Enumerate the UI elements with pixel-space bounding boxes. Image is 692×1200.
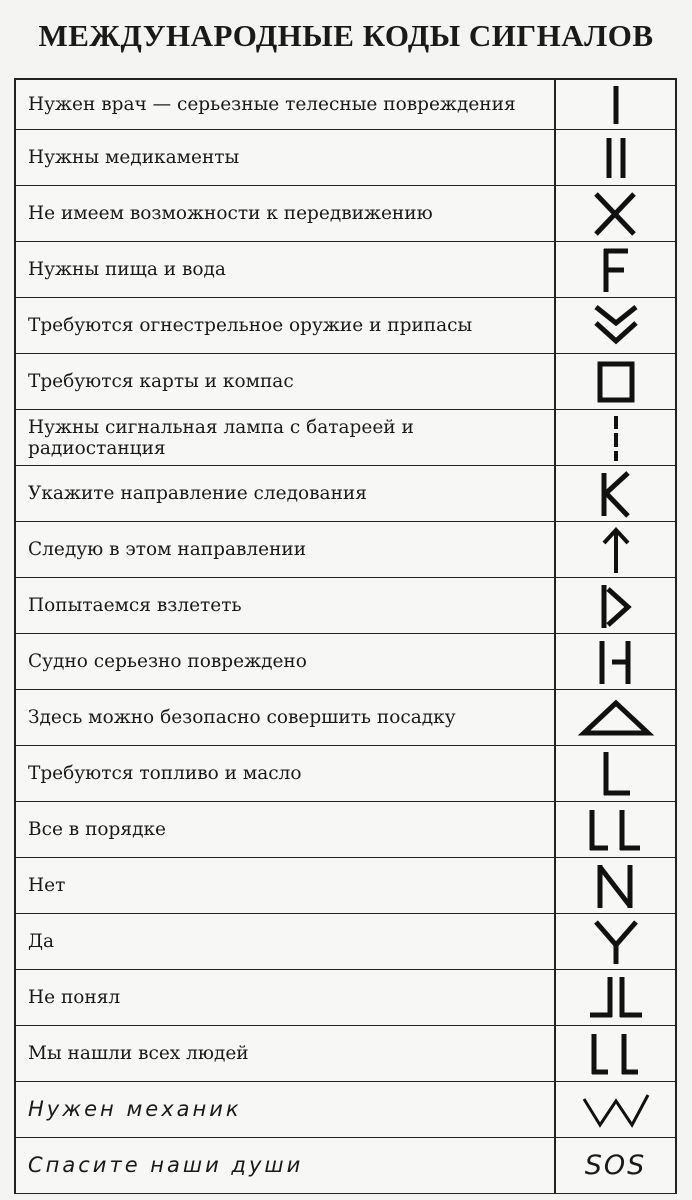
signal-symbol <box>556 354 675 409</box>
double-l-icon <box>576 1029 656 1079</box>
letter-f-icon <box>576 245 656 295</box>
signal-symbol <box>556 578 675 633</box>
sos-symbol: SOS <box>584 1150 647 1181</box>
row-text: Следую в этом направлении <box>16 522 556 577</box>
square-icon <box>576 357 656 407</box>
table-row <box>16 1138 675 1194</box>
signal-symbol <box>556 186 675 241</box>
row-text: Нужны пища и вода <box>16 242 556 297</box>
triangle-icon <box>576 693 656 743</box>
letter-k-icon <box>576 469 656 519</box>
letter-y-icon <box>576 917 656 967</box>
row-text: Все в порядке <box>16 802 556 857</box>
double-chevron-down-icon <box>576 301 656 351</box>
row-text-handwritten: Нужен механик <box>16 1082 556 1137</box>
table-row <box>16 466 675 522</box>
signal-symbol <box>556 242 675 297</box>
row-text: Нет <box>16 858 556 913</box>
row-text: Мы нашли всех людей <box>16 1026 556 1081</box>
x-cross-icon <box>576 189 656 239</box>
signal-symbol <box>556 466 675 521</box>
double-l-icon <box>576 805 656 855</box>
row-text: Да <box>16 914 556 969</box>
row-text: Требуются карты и компас <box>16 354 556 409</box>
row-text: Здесь можно безопасно совершить посадку <box>16 690 556 745</box>
table-row <box>16 690 675 746</box>
signal-symbol <box>556 746 675 801</box>
signal-symbol <box>556 970 675 1025</box>
dashed-bar-icon <box>576 413 656 463</box>
table-row <box>16 522 675 578</box>
signal-symbol <box>556 298 675 353</box>
signal-codes-table <box>14 78 677 1194</box>
signal-symbol <box>556 690 675 745</box>
signal-symbol <box>556 1026 675 1081</box>
signal-symbol <box>556 80 675 129</box>
table-row <box>16 634 675 690</box>
signal-symbol <box>556 914 675 969</box>
row-text: Нужны сигнальная лампа с батареей и радиостанция <box>16 410 556 465</box>
table-row <box>16 298 675 354</box>
table-row <box>16 578 675 634</box>
signal-symbol <box>556 634 675 689</box>
table-row <box>16 914 675 970</box>
single-bar-icon <box>576 82 656 128</box>
table-row <box>16 970 675 1026</box>
letter-n-icon <box>576 861 656 911</box>
arrow-up-icon <box>576 525 656 575</box>
table-row <box>16 80 675 130</box>
signal-symbol <box>556 1138 675 1193</box>
table-row <box>16 746 675 802</box>
row-text: Требуются топливо и масло <box>16 746 556 801</box>
bar-h-icon <box>576 637 656 687</box>
table-row <box>16 1082 675 1138</box>
row-text: Не понял <box>16 970 556 1025</box>
row-text: Судно серьезно повреждено <box>16 634 556 689</box>
table-row <box>16 354 675 410</box>
row-text: Требуются огнестрельное оружие и припасы <box>16 298 556 353</box>
row-text: Укажите направление следования <box>16 466 556 521</box>
table-row <box>16 1026 675 1082</box>
table-row <box>16 802 675 858</box>
signal-symbol <box>556 410 675 465</box>
row-text-handwritten: Спасите наши души <box>16 1138 556 1193</box>
table-row <box>16 858 675 914</box>
signal-symbol <box>556 858 675 913</box>
table-row <box>16 410 675 466</box>
double-bar-icon <box>576 133 656 183</box>
table-row <box>16 186 675 242</box>
table-row <box>16 130 675 186</box>
signal-symbol <box>556 1082 675 1137</box>
jl-icon <box>576 973 656 1023</box>
signal-symbol <box>556 522 675 577</box>
signal-symbol <box>556 802 675 857</box>
row-text: Нужны медикаменты <box>16 130 556 185</box>
row-text: Попытаемся взлететь <box>16 578 556 633</box>
letter-w-icon <box>576 1085 656 1135</box>
signal-symbol <box>556 130 675 185</box>
bar-triangle-icon <box>576 581 656 631</box>
row-text: Нужен врач — серьезные телесные повреждения <box>16 80 556 129</box>
table-row <box>16 242 675 298</box>
letter-l-icon <box>576 749 656 799</box>
page-title: МЕЖДУНАРОДНЫЕ КОДЫ СИГНАЛОВ <box>38 18 654 53</box>
row-text: Не имеем возможности к передвижению <box>16 186 556 241</box>
